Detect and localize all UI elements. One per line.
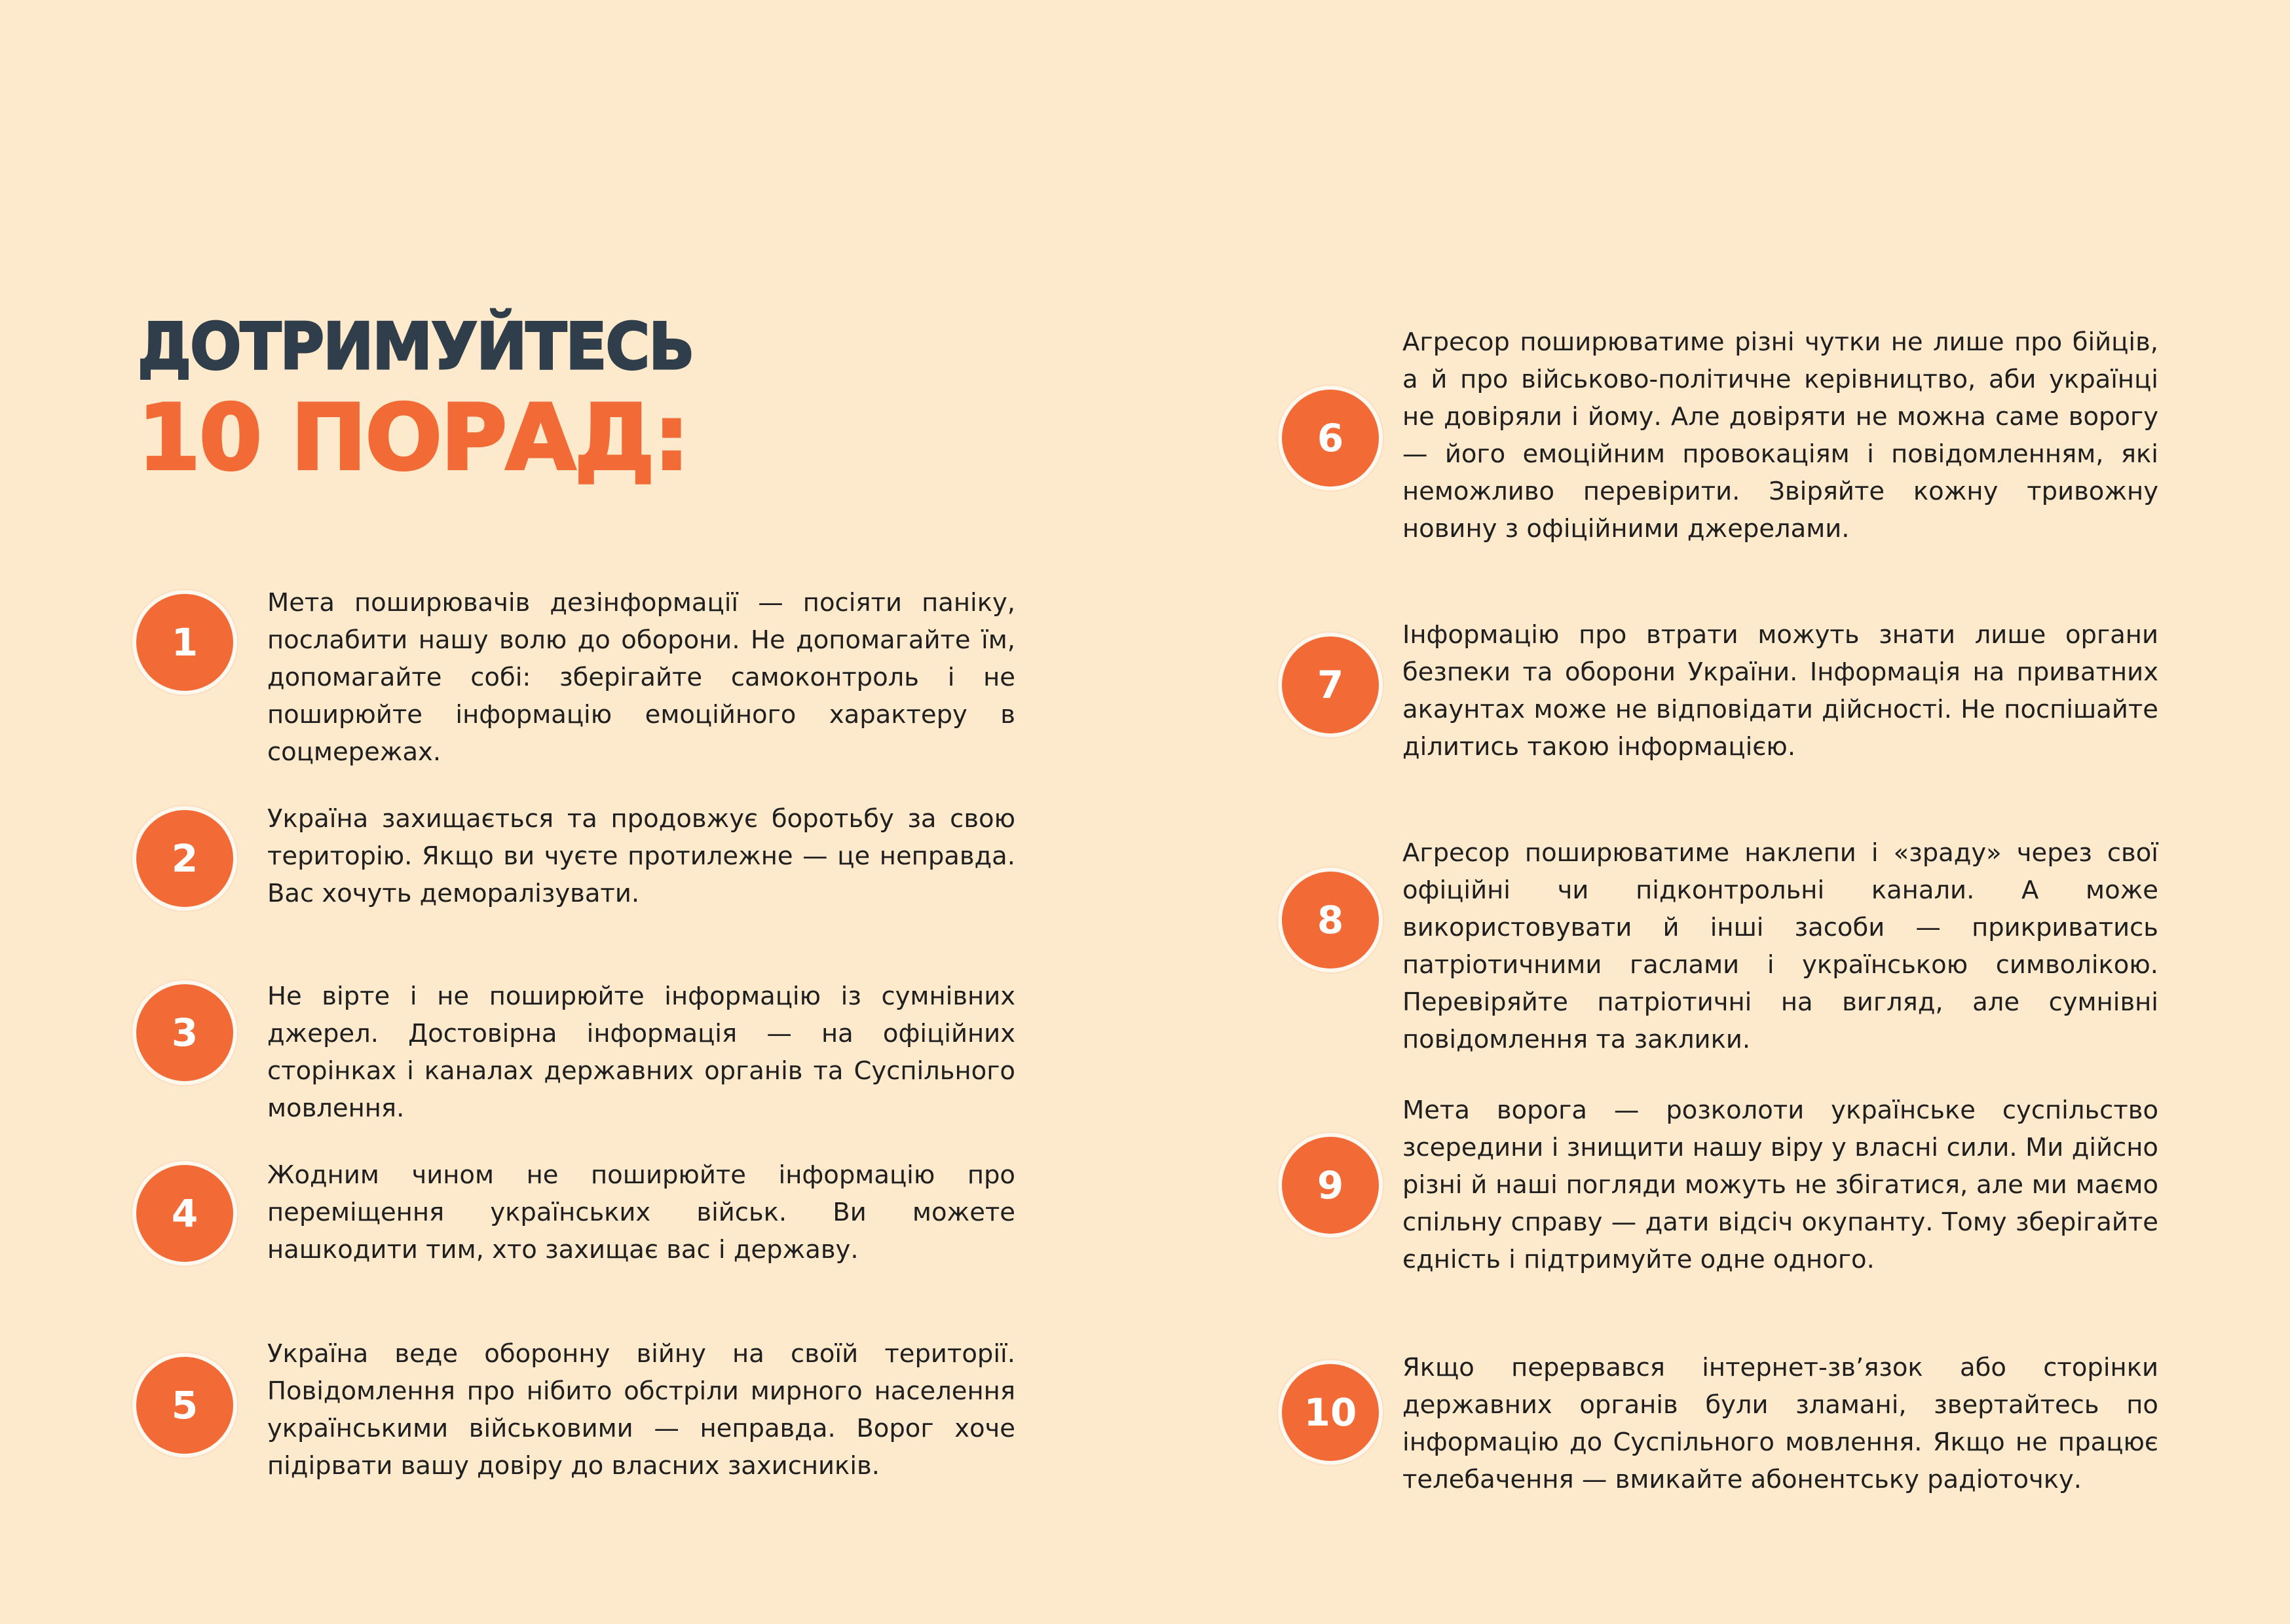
tip-text: Україна веде оборонну війну на своїй території. Повідомлення про нібито обстріли мирного населення українськими військовими — неправда. Ворог хоче підірвати вашу довіру до власних захисників. xyxy=(267,1339,1015,1481)
tip-number-badge: 2 xyxy=(132,806,237,911)
tip-number-badge: 7 xyxy=(1278,633,1383,737)
tip-number-badge: 6 xyxy=(1278,386,1383,490)
tip-number-badge: 8 xyxy=(1278,868,1383,972)
tip-text: Агресор поширюватиме різні чутки не лише про бійців, а й про військово-політичне керівництво, аби українці не довіряли і йому. Але довіряти не можна саме ворогу — його емоційним провокаціям і повідомленням, які неможливо перевірити. Звіряйте кожну тривожну новину з офіційними джерелами. xyxy=(1402,327,2158,544)
title-line-1: ДОТРИМУЙТЕСЬ xyxy=(138,310,694,384)
tip-number-badge: 5 xyxy=(132,1353,237,1458)
tip-text: Інформацію про втрати можуть знати лише органи безпеки та оборони України. Інформація на приватних акаунтах може не відповідати дійсності. Не поспішайте ділитись такою інформацією. xyxy=(1402,620,2158,762)
page-title xyxy=(138,308,989,490)
tip-text: Якщо перервався інтернет-зв’язок або сторінки державних органів були зламані, звертайтесь по інформацію до Суспільного мовлення. Якщо не працює телебачення — вмикайте абонентську радіоточку. xyxy=(1402,1353,2158,1494)
tip-text: Мета поширювачів дезінформації — посіяти паніку, послабити нашу волю до оборони. Не допомагайте їм, допомагайте собі: зберігайте самоконтроль і не поширюйте інформацію емоційного характеру в соцмережах. xyxy=(267,588,1015,767)
tip-number-badge: 4 xyxy=(132,1161,237,1266)
tip-number-badge: 9 xyxy=(1278,1133,1383,1238)
tip-number-badge: 10 xyxy=(1278,1360,1383,1465)
title-line-2: 10 ПОРАД: xyxy=(138,385,688,490)
tip-text: Україна захищається та продовжує боротьбу за свою територію. Якщо ви чуєте протилежне — це неправда. Вас хочуть деморалізувати. xyxy=(267,804,1015,908)
tip-text: Мета ворога — розколоти українське суспільство зсередини і знищити нашу віру у власні сили. Ми дійсно різні й наші погляди можуть не збігатися, але ми маємо спільну справу — дати відсіч окупанту. Тому зберігайте єдність і підтримуйте одне одного. xyxy=(1402,1096,2158,1274)
tip-number-badge: 3 xyxy=(132,980,237,1085)
tip-number-badge: 1 xyxy=(132,590,237,695)
tip-text: Агресор поширюватиме наклепи і «зраду» через свої офіційні чи підконтрольні канали. А може використовувати й інші засоби — прикриватись патріотичними гаслами і українською символікою. Перевіряйте патріотичні на вигляд, але сумнівні повідомлення та заклики. xyxy=(1402,838,2158,1054)
tip-text: Не вірте і не поширюйте інформацію із сумнівних джерел. Достовірна інформація — на офіційних сторінках і каналах державних органів та Суспільного мовлення. xyxy=(267,982,1015,1123)
tip-text: Жодним чином не поширюйте інформацію про переміщення українських військ. Ви можете нашкодити тим, хто захищає вас і державу. xyxy=(267,1160,1015,1264)
